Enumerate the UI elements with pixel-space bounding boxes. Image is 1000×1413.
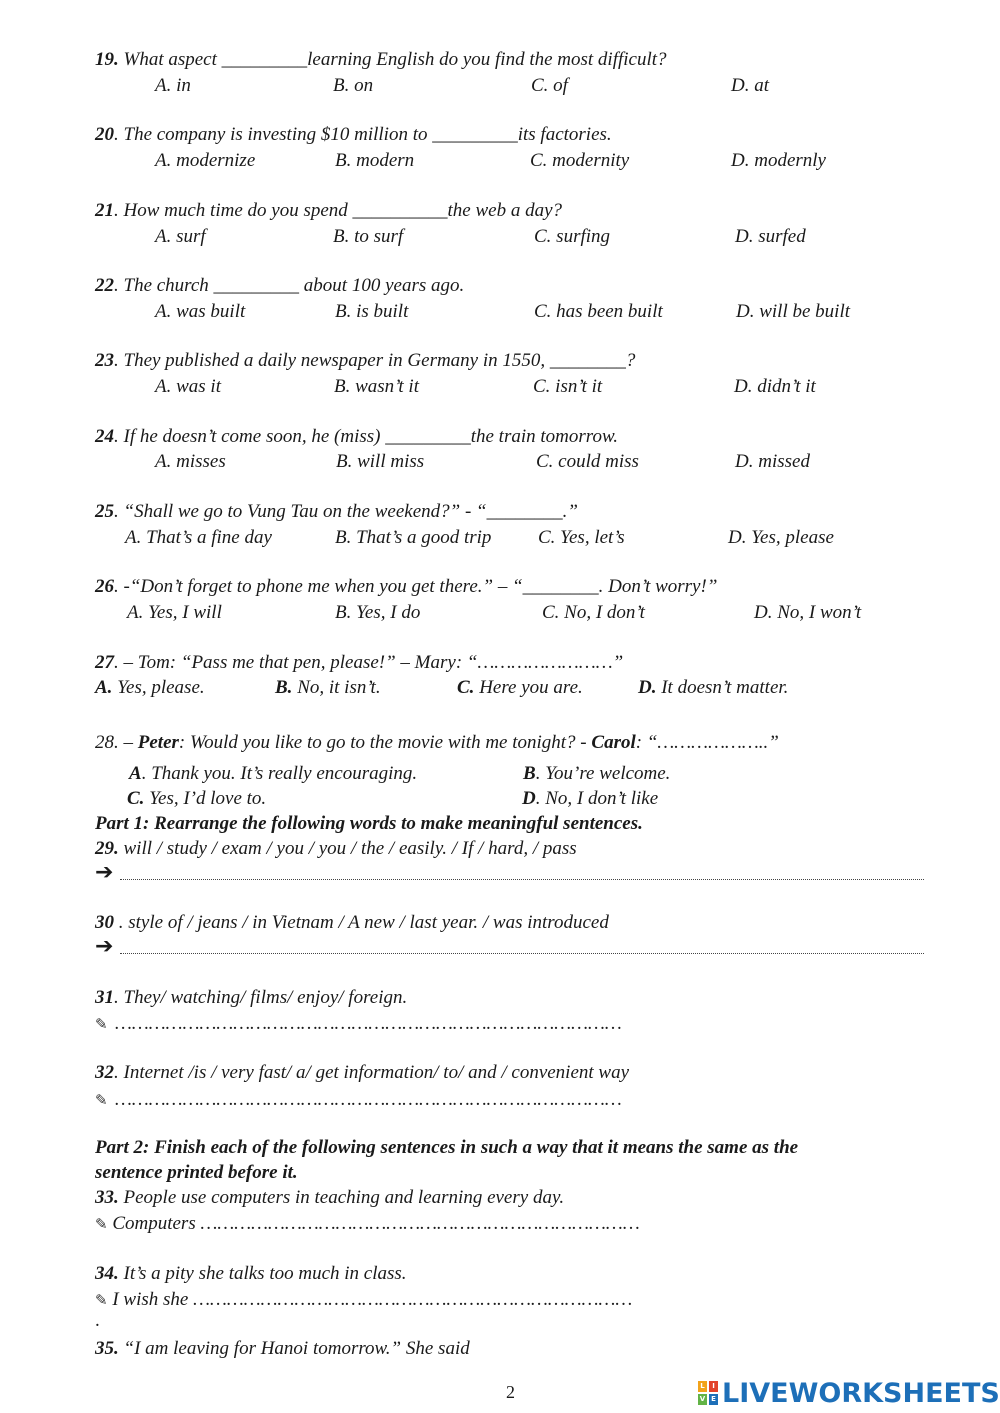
option-text: . Thank you. It’s really encouraging. [141,763,418,784]
option-d[interactable]: D. missed [735,451,810,472]
option-a[interactable]: A. was built [155,301,246,322]
logo-letter: V [699,1395,706,1403]
option-d[interactable]: D. Yes, please [728,527,834,548]
option-letter: C. [457,677,475,698]
option-a[interactable]: A. was it [155,376,221,397]
option-letter: D. [638,677,657,698]
option-d[interactable] [638,677,788,699]
question-text: . If he doesn’t come soon, he (miss) _________the train tomorrow. [114,426,618,447]
pen-icon: ✎ [95,1215,108,1233]
question-text: : Would you like to go to the movie with me tonight? - [178,732,592,753]
question-number: 34. [95,1263,119,1284]
arrow-icon: ➔ [95,860,114,885]
question-number: 31 [95,987,114,1008]
pen-icon: ✎ [95,1015,108,1033]
option-text: No, it isn’t. [292,677,381,698]
option-c[interactable]: C. could miss [536,451,639,472]
option-b[interactable]: B. will miss [336,451,425,472]
option-b[interactable]: B. wasn’t it [334,376,419,397]
answer-line[interactable]: ……………………………………………………………………………… [115,1089,622,1110]
pen-icon: ✎ [95,1091,108,1109]
option-c[interactable]: C. has been built [534,301,663,322]
question-number: 28 [95,732,114,753]
question-number: 23 [95,350,114,371]
question-text: . Internet /is / very fast/ a/ get information/ to/ and / convenient way [114,1062,630,1083]
question-text: . -“Don’t forget to phone me when you get there.” – “________. Don’t worry!” [114,576,718,597]
option-a[interactable]: A. surf [155,226,206,247]
question-text: People use computers in teaching and learning every day. [118,1187,565,1208]
option-d[interactable] [522,788,658,810]
option-b[interactable]: B. is built [335,301,409,322]
option-d[interactable]: D. modernly [731,150,826,171]
option-b[interactable]: B. That’s a good trip [335,527,492,548]
question-text: will / study / exam / you / you / the / easily. / If / hard, / pass [118,838,577,859]
option-letter: B [523,763,536,784]
stray-dot: . [95,1310,100,1331]
option-a[interactable]: A. modernize [155,150,256,171]
question-number: 19. [95,49,119,70]
speaker-carol: Carol [591,732,636,753]
speaker-peter: Peter [137,732,179,753]
option-d[interactable]: D. at [731,75,769,96]
question-text: . – Tom: “Pass me that pen, please!” – Mary: “……………………” [114,652,624,673]
option-b[interactable]: B. on [333,75,374,96]
question-text: . They published a daily newspaper in Germany in 1550, ________? [114,350,636,371]
answer-line[interactable]: ……………………………………………………………………………… [115,1013,622,1034]
option-c[interactable]: C. Yes, let’s [538,527,625,548]
question-text: . The church _________ about 100 years ago. [114,275,465,296]
question-text: It’s a pity she talks too much in class. [118,1263,407,1284]
option-a[interactable]: A. misses [155,451,226,472]
answer-prompt[interactable]: Computers …………………………………………………………………… [107,1213,640,1234]
question-number: 29. [95,838,119,859]
option-b[interactable] [523,763,670,785]
question-number: 30 [95,912,114,933]
question-text: . style of / jeans / in Vietnam / A new / last year. / was introduced [114,912,609,933]
logo-letter: E [709,1394,718,1405]
option-b[interactable]: B. to surf [333,226,404,247]
option-a[interactable] [129,763,417,785]
logo-icon [698,1381,718,1405]
answer-line[interactable] [120,879,924,880]
question-text: . “Shall we go to Vung Tau on the weekend?” - “________.” [114,501,578,522]
option-text: Yes, please. [112,677,205,698]
option-letter: B. [275,677,293,698]
question-text: . – [114,732,138,753]
logo-letter: I [709,1381,718,1392]
option-text: Yes, I’d love to. [144,788,267,809]
option-a[interactable]: A. in [155,75,191,96]
answer-prompt[interactable]: I wish she …………………………………………………………………… [107,1289,633,1310]
option-letter: D [522,788,536,809]
option-text: Here you are. [474,677,583,698]
logo-letter: L [698,1381,707,1392]
option-c[interactable]: C. of [531,75,568,96]
option-text: It doesn’t matter. [656,677,789,698]
option-letter: C. [127,788,145,809]
question-number: 22 [95,275,114,296]
question-number: 35. [95,1338,119,1359]
brand-name: LIVEWORKSHEETS [722,1377,1000,1409]
option-d[interactable]: D. will be built [736,301,850,322]
option-c[interactable] [127,788,266,810]
question-number: 33. [95,1187,119,1208]
part1-heading: Part 1: Rearrange the following words to make meaningful sentences. [95,813,643,834]
option-text: . You’re welcome. [535,763,671,784]
question-text: : “………………..” [635,732,779,753]
question-number: 20 [95,124,114,145]
option-d[interactable]: D. didn’t it [734,376,816,397]
option-c[interactable]: C. surfing [534,226,611,247]
option-d[interactable]: D. No, I won’t [754,602,862,623]
question-text: What aspect _________learning English do you find the most difficult? [118,49,667,70]
option-b[interactable] [275,677,381,699]
option-c[interactable] [457,677,583,699]
option-letter: A [129,763,142,784]
option-b[interactable]: B. modern [335,150,415,171]
part2-heading-line2: sentence printed before it. [95,1162,298,1183]
option-c[interactable]: C. modernity [530,150,630,171]
question-text: “I am leaving for Hanoi tomorrow.” She said [118,1338,470,1359]
question-text: . How much time do you spend __________the web a day? [114,200,563,221]
option-c[interactable]: C. No, I don’t [542,602,645,623]
question-number: 21 [95,200,114,221]
liveworksheets-logo[interactable] [698,1376,1000,1410]
option-letter: A. [95,677,113,698]
question-text: . They/ watching/ films/ enjoy/ foreign. [114,987,408,1008]
part2-heading-line1: Part 2: Finish each of the following sentences in such a way that it means the same as the [95,1137,799,1158]
option-a[interactable]: A. Yes, I will [127,602,222,623]
option-a[interactable] [95,677,205,699]
question-text: . The company is investing $10 million to _________its factories. [114,124,612,145]
question-number: 26 [95,576,114,597]
question-number: 24 [95,426,114,447]
option-c[interactable]: C. isn’t it [533,376,603,397]
question-number: 32 [95,1062,114,1083]
option-d[interactable]: D. surfed [735,226,806,247]
option-text: . No, I don’t like [535,788,659,809]
answer-line[interactable] [120,953,924,954]
question-number: 25 [95,501,114,522]
question-number: 27 [95,652,114,673]
option-b[interactable]: B. Yes, I do [335,602,421,623]
page-number: 2 [506,1382,515,1402]
pen-icon: ✎ [95,1291,108,1309]
arrow-icon: ➔ [95,934,114,959]
option-a[interactable]: A. That’s a fine day [125,527,272,548]
